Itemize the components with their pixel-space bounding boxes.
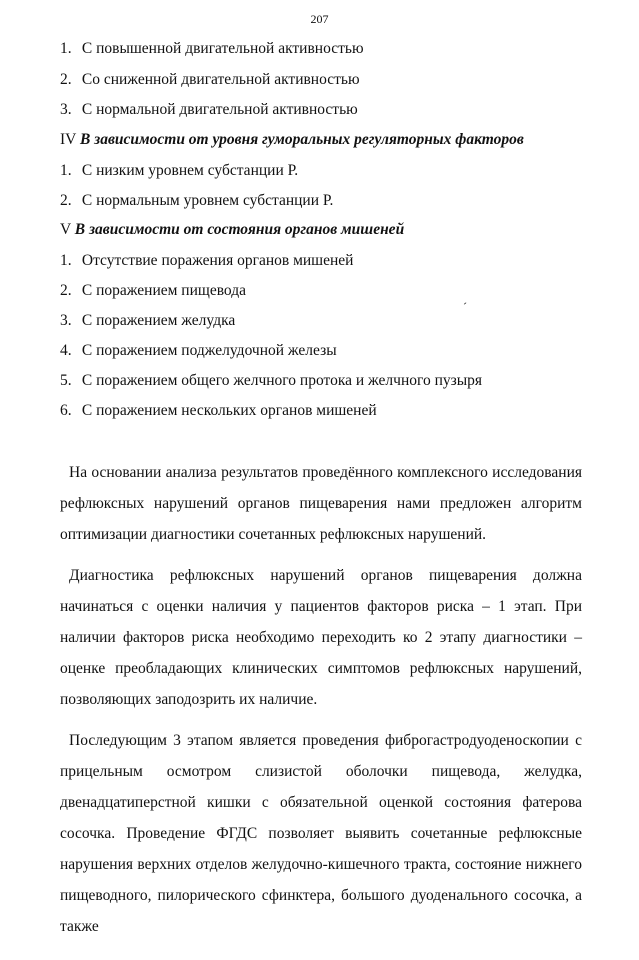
list-text: С нормальной двигательной активностью (81, 101, 358, 118)
heading-title: В зависимости от состояния органов мишеней (74, 221, 405, 238)
list-text: С нормальным уровнем субстанции Р. (81, 192, 334, 209)
list-item (60, 342, 337, 360)
list-text: С поражением желудка (81, 312, 236, 329)
list-item (60, 40, 364, 58)
list-text: С повышенной двигательной активностью (81, 40, 364, 57)
list-text: С поражением общего желчного протока и желчного пузыря (81, 372, 483, 389)
list-text: С низким уровнем субстанции Р. (81, 162, 299, 179)
body-text (60, 457, 582, 942)
list-number: 1. (60, 162, 72, 179)
heading-title: В зависимости от уровня гуморальных регуляторных факторов (79, 131, 524, 148)
list-number: 3. (60, 312, 72, 329)
section-heading-v (60, 221, 404, 239)
list-item (60, 192, 333, 210)
list-number: 3. (60, 101, 72, 118)
list-number: 2. (60, 192, 72, 209)
heading-roman: IV (60, 131, 77, 148)
list-text: Отсутствие поражения органов мишеней (81, 252, 354, 269)
list-text: С поражением пищевода (81, 282, 246, 299)
list-item (60, 162, 298, 180)
list-text: Со сниженной двигательной активностью (81, 71, 360, 88)
paragraph: Диагностика рефлюксных нарушений органов пищеварения должна начинаться с оценки наличия у пациентов факторов риска – 1 этап. При наличии факторов риска необходимо переходить ко 2 этапу диагностики – оценке преобладающих клинических симптомов рефлюксных нарушений, позволяющих заподозрить их наличие. (60, 567, 582, 708)
list-item (60, 312, 235, 330)
list-number: 1. (60, 40, 72, 57)
list-number: 2. (60, 71, 72, 88)
section-heading-iv (60, 131, 524, 149)
list-text: С поражением нескольких органов мишеней (81, 402, 377, 419)
paragraph: Последующим 3 этапом является проведения фиброгастродуоденоскопии с прицельным осмотром слизистой оболочки пищевода, желудка, двенадцатиперстной кишки с обязательной оценкой состояния фатерова сосочка. Проведение ФГДС позволяет выявить сочетанные рефлюксные нарушения верхних отделов желудочно-кишечного тракта, состояние нижнего пищеводного, пилорического сфинктера, большого дуоденального сосочка, а также (60, 732, 582, 935)
list-text: С поражением поджелудочной железы (81, 342, 337, 359)
list-number: 6. (60, 402, 72, 419)
list-item (60, 101, 358, 119)
list-number: 2. (60, 282, 72, 299)
list-item (60, 402, 377, 420)
list-number: 4. (60, 342, 72, 359)
list-item (60, 372, 482, 390)
list-number: 5. (60, 372, 72, 389)
list-item (60, 282, 246, 300)
page-number: 207 (310, 12, 329, 26)
stray-mark: ˊ (463, 300, 467, 314)
list-number: 1. (60, 252, 72, 269)
list-item (60, 252, 353, 270)
heading-roman: V (60, 221, 71, 238)
paragraph: На основании анализа результатов проведённого комплексного исследования рефлюксных нарушений органов пищеварения нами предложен алгоритм оптимизации диагностики сочетанных рефлюксных нарушений. (60, 464, 582, 543)
list-item (60, 71, 360, 89)
